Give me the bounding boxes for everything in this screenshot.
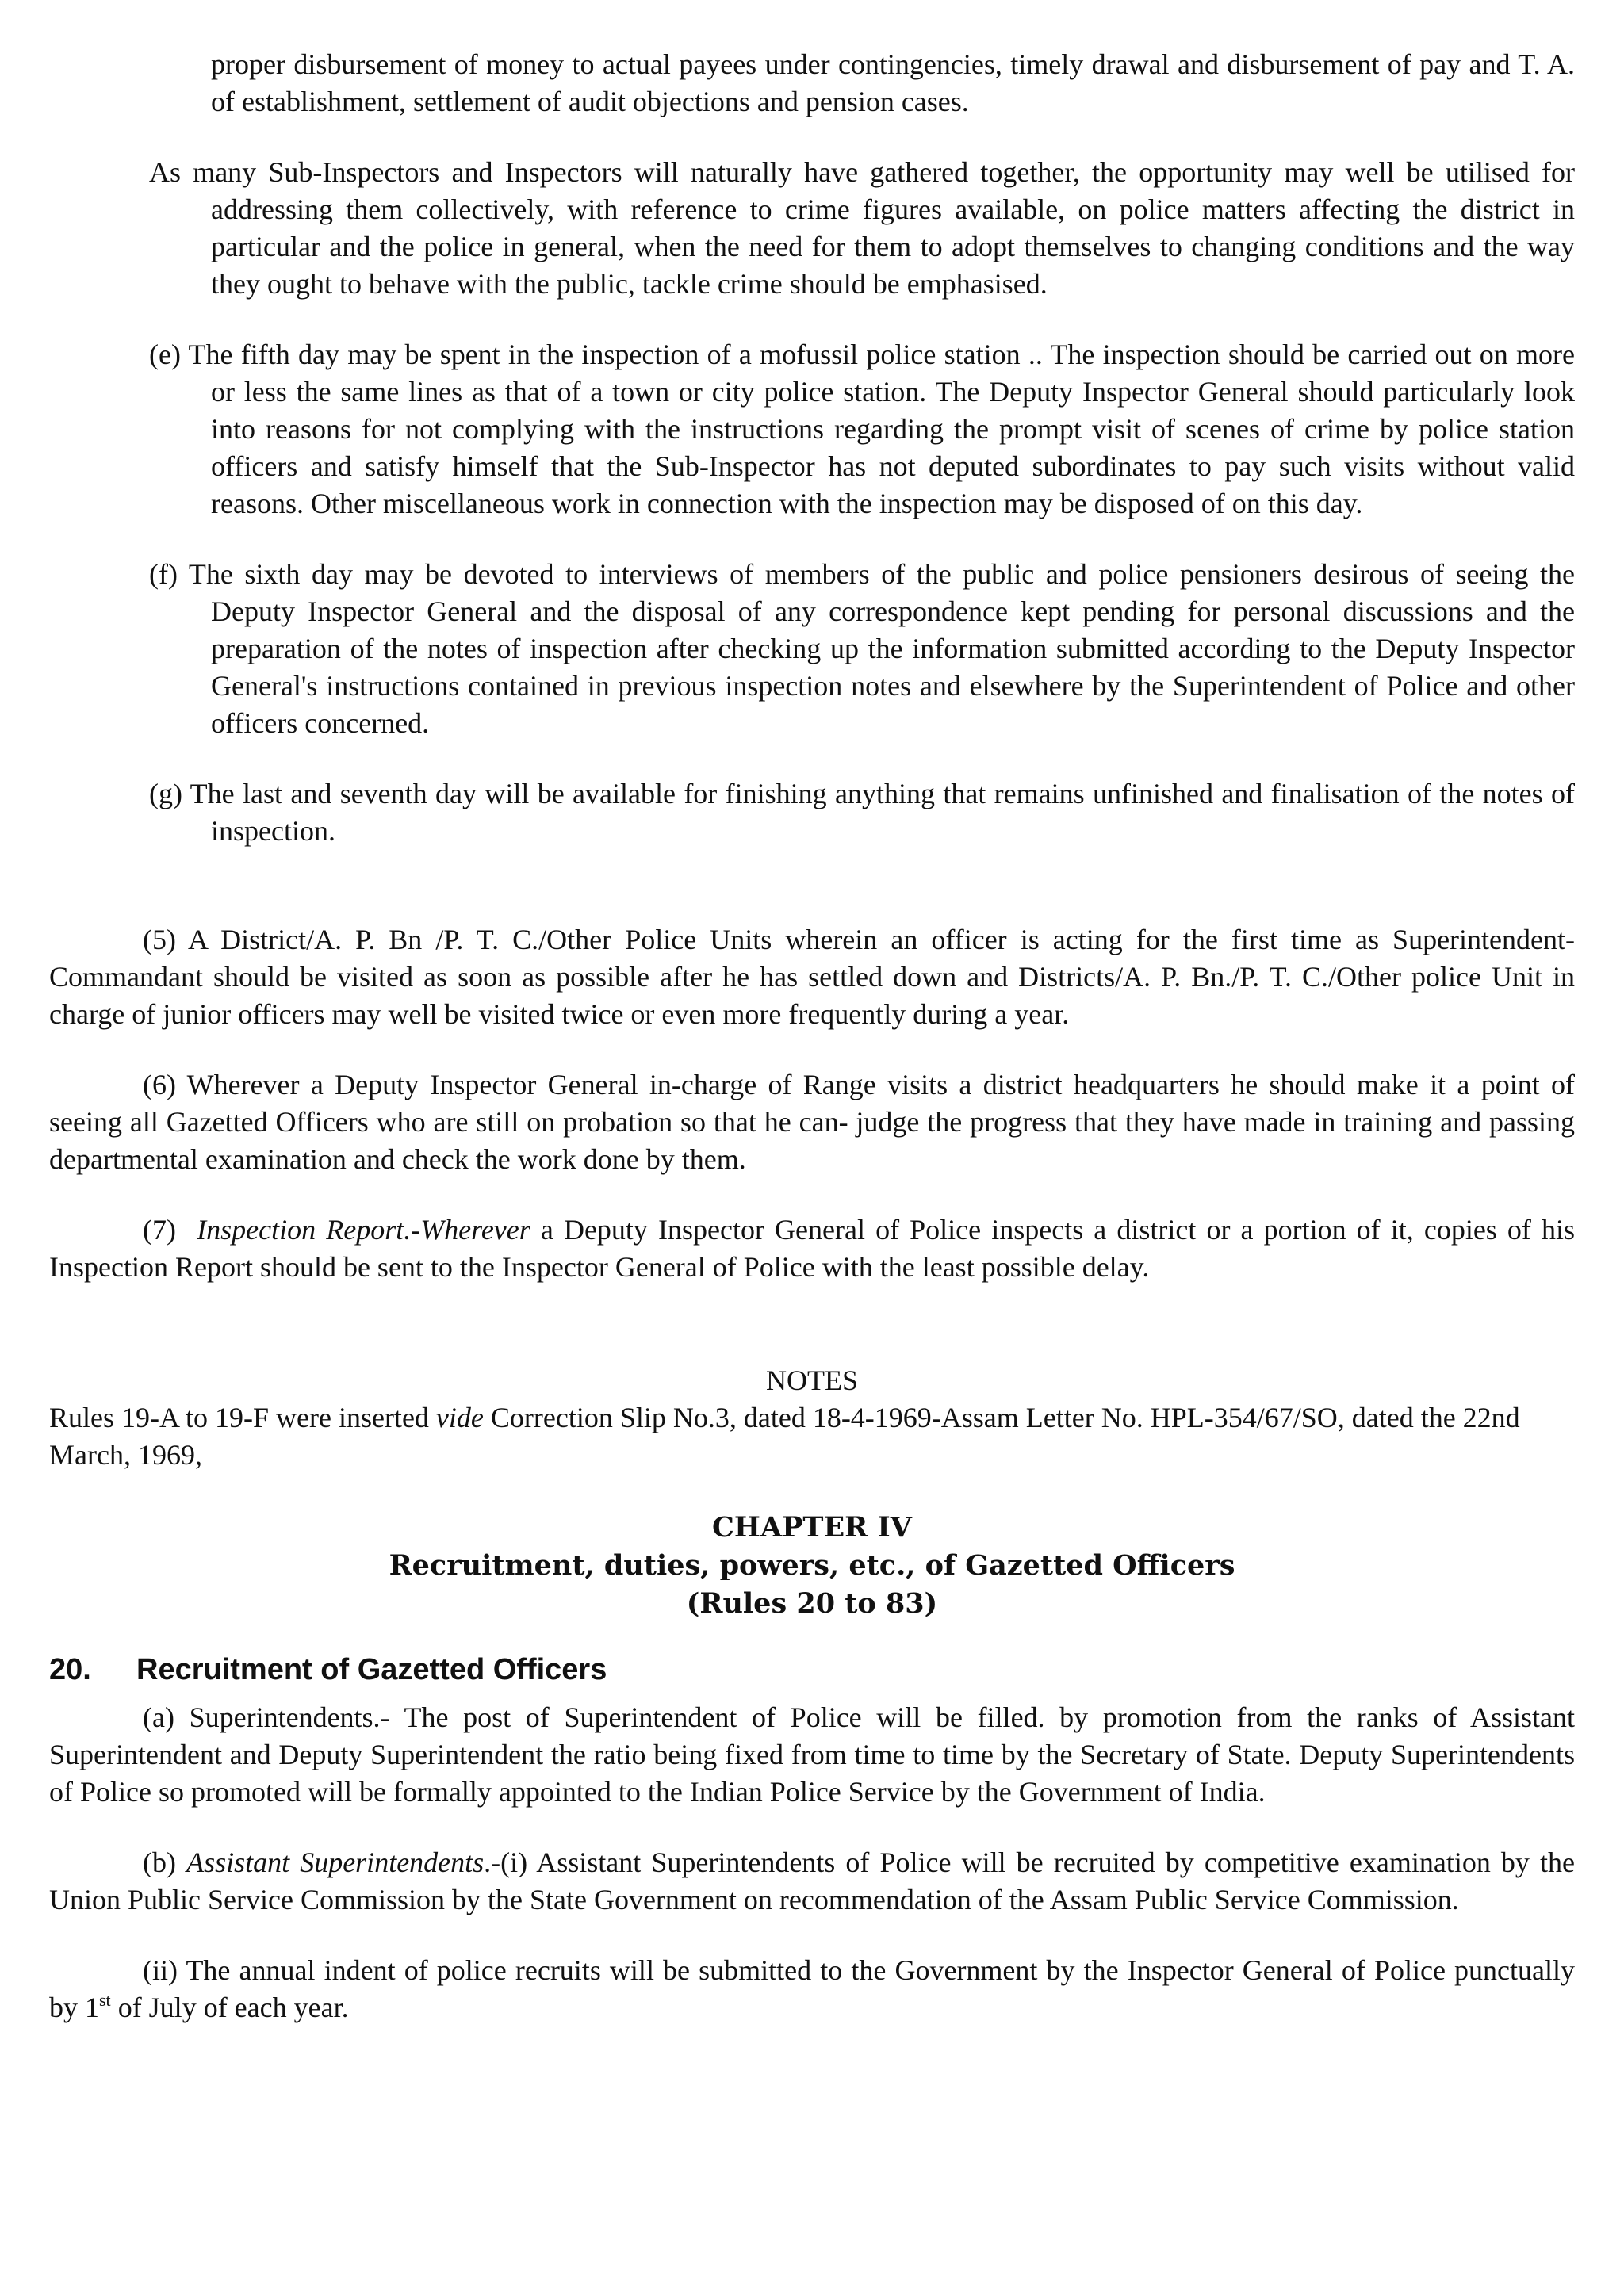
paragraph-many-inspectors: As many Sub-Inspectors and Inspectors will naturally have gathered together, the opportunity may well be utilised for addressing them collectively, with reference to crime figures available, on police matters affecting the district in particular and the police in general, when the need for them to adopt themselves to changing conditions and the way they ought to behave with the public, tackle crime should be emphasised. (149, 156, 1575, 300)
paragraph-b-text: .-(i) Assistant Superintendents of Police will be recruited by competitive examination by the Union Public Service Commission by the State Government on recommendation of the Assam Public Service Commission. (49, 1846, 1575, 1915)
paragraph-ii: (ii) The annual indent of police recruits will be submitted to the Government by the Inspector General of Police punctually by 1st of July of each year. (49, 1954, 1575, 2023)
paragraph-a: (a) Superintendents.- The post of Superintendent of Police will be filled. by promotion from the ranks of Assistant Superintendent and Deputy Superintendent the ratio being fixed from time to time by the Secretary of State. Deputy Superintendents of Police so promoted will be formally appointed to the Indian Police Service by the Government of India. (49, 1701, 1575, 1808)
section-number: 20. (49, 1653, 91, 1686)
paragraph-b-heading: Assistant Superintendents (186, 1846, 485, 1878)
paragraph-g: (g) The last and seventh day will be available for finishing anything that remains unfinished and finalisation of the notes of inspection. (149, 778, 1575, 847)
paragraph-7-text: a Deputy Inspector General of Police inspects a district or a portion of it, copies of his Inspection Report should be sent to the Inspector General of Police with the least possible delay. (49, 1214, 1575, 1283)
section-heading (49, 1650, 1575, 1689)
section-title: Recruitment of Gazetted Officers (136, 1653, 607, 1686)
paragraph-7 (49, 1211, 1575, 1286)
chapter-number: CHAPTER IV (712, 1511, 912, 1544)
notes-vide: vide (435, 1402, 484, 1433)
paragraph-continuation: proper disbursement of money to actual payees under contingencies, timely drawal and disbursement of pay and T. A. of establishment, settlement of audit objections and pension cases. (211, 48, 1575, 117)
paragraph-7-number: (7) (143, 1214, 176, 1246)
chapter-rules: (Rules 20 to 83) (686, 1587, 938, 1620)
notes-text: Rules 19-A to 19-F were inserted vide Correction Slip No.3, dated 18-4-1969-Assam Letter No. HPL-354/67/SO, dated the 22nd March, 1969, (49, 1402, 1520, 1471)
chapter-heading (49, 1509, 1575, 1623)
paragraph-7-heading: Inspection Report.-Wherever (197, 1214, 530, 1246)
notes-title: NOTES (766, 1364, 858, 1396)
paragraph-f: (f) The sixth day may be devoted to interviews of members of the public and police pensioners desirous of seeing the Deputy Inspector General and the disposal of any correspondence kept pending for personal discussions and the preparation of the notes of inspection after checking up the information submitted according to the Deputy Inspector General's instructions contained in previous inspection notes and elsewhere by the Superintendent of Police and other officers concerned. (149, 558, 1575, 739)
paragraph-b: (b) Assistant Superintendents.-(i) Assistant Superintendents of Police will be recruited by competitive examination by the Union Public Service Commission by the State Government on recommendation of the Assam Public Service Commission. (49, 1846, 1575, 1915)
paragraph-5: (5) A District/A. P. Bn /P. T. C./Other Police Units wherein an officer is acting for the first time as Superintendent-Commandant should be visited as soon as possible after he has settled down and Districts/A. P. Bn./P. T. C./Other police Unit in charge of junior officers may well be visited twice or even more frequently during a year. (49, 924, 1575, 1030)
superscript-st: st (99, 1990, 111, 2010)
paragraph-6: (6) Wherever a Deputy Inspector General in-charge of Range visits a district headquarters he should make it a point of seeing all Gazetted Officers who are still on probation so that he can- judge the progress that they have made in training and passing departmental examination and check the work done by them. (49, 1069, 1575, 1175)
document-page (49, 46, 1575, 2026)
paragraph-e: (e) The fifth day may be spent in the inspection of a mofussil police station .. The inspection should be carried out on more or less the same lines as that of a town or city police station. The Deputy Inspector General should particularly look into reasons for not complying with the instructions regarding the prompt visit of scenes of crime by police station officers and satisfy himself that the Sub-Inspector has not deputed subordinates to pay such visits without valid reasons. Other miscellaneous work in connection with the inspection may be disposed of on this day. (149, 339, 1575, 519)
chapter-title: Recruitment, duties, powers, etc., of Gazetted Officers (389, 1549, 1235, 1582)
